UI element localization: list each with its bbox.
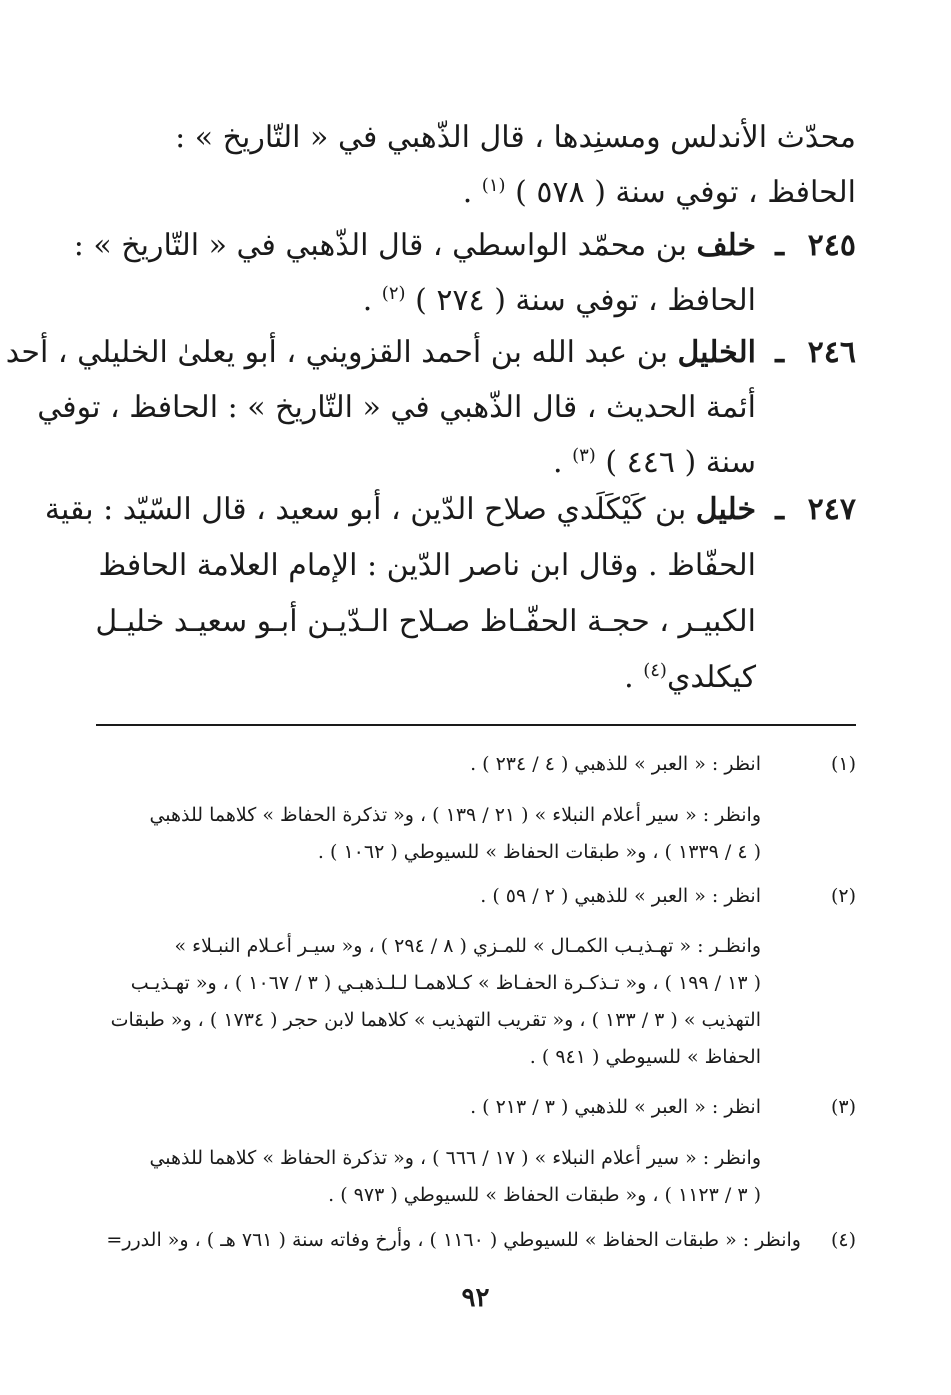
entry-body <box>73 218 756 328</box>
footnote-ref[interactable]: (١) <box>481 175 506 196</box>
footnote-line: وانظـر : « تهـذيـب الكمـال » للمـزي ( ٨ / ٢٩٤ ) ، و« سيـر أعـلام النبـلاء » <box>174 935 761 957</box>
entry-line: خليل بن كَيْكَلَدي صلاح الدّين ، أبو سعيد ، قال السّيّد : بقية <box>44 492 756 527</box>
footnote-line: ( ٣ / ١١٢٣ ) ، و« طبقات الحفاظ » للسيوطي ( ٩٧٣ ) . <box>328 1184 761 1206</box>
footnote-3 <box>106 1089 856 1126</box>
entry-line: الحافظ ، توفي سنة ( ٢٧٤ ) $^{(٢)}$ . <box>362 283 756 318</box>
footnote-text: انظر : « العبر » للذهبي ( ٤ / ٢٣٤ ) . <box>470 753 761 775</box>
entry-line: كيكلدي$^{(٤)}$ . <box>624 660 756 695</box>
entry-dash: ـ <box>775 228 784 263</box>
footnote-divider <box>96 724 856 726</box>
entry-line: الحافظ ، توفي سنة ( ٥٧٨ ) $^{(١)}$ . <box>462 175 856 210</box>
footnote-text: انظر : « العبر » للذهبي ( ٣ / ٢١٣ ) . <box>470 1096 761 1118</box>
entry-line: سنة ( ٤٤٦ ) $^{(٣)}$ . <box>553 445 756 480</box>
entry-line: الكبيـر ، حجـة الحفّـاظ صـلاح الـدّيـن أبـو سعيـد خليـل <box>95 604 756 639</box>
entry-number: ٢٤٦ <box>807 335 856 370</box>
entry-line: الخليل بن عبد الله بن أحمد القزويني ، أبو يعلىٰ الخليلي ، أحد <box>5 335 756 370</box>
entry-line: خلف بن محمّد الواسطي ، قال الذّهبي في « التّاريخ » : <box>73 228 756 263</box>
footnote-line: وانظر : « سير أعلام النبلاء » ( ١٧ / ٦٦٦ ) ، و« تذكرة الحفاظ » كلاهما للذهبي <box>149 1147 761 1169</box>
entry-dash: ـ <box>775 492 784 527</box>
entry-number: ٢٤٥ <box>807 228 856 263</box>
person-name: خليل <box>695 492 756 527</box>
footnote-mark: (٤) <box>830 1229 856 1251</box>
entry-dash: ـ <box>775 335 784 370</box>
entry-line: الحفّاظ . وقال ابن ناصر الدّين : الإمام العلامة الحافظ <box>98 548 756 583</box>
entry-body <box>44 482 756 706</box>
footnote-line: ( ١٣ / ١٩٩ ) ، و« تـذكـرة الحفـاظ » كـلاهمـا لـلـذهبـي ( ٣ / ١٠٦٧ ) ، و« تهـذيـب <box>130 972 761 994</box>
entry-body <box>5 325 756 490</box>
footnote-line: وانظر : « سير أعلام النبلاء » ( ٢١ / ١٣٩ ) ، و« تذكرة الحفاظ » كلاهما للذهبي <box>149 804 761 826</box>
footnote-ref[interactable]: (٤) <box>643 660 667 681</box>
footnote-4 <box>106 1222 856 1259</box>
footnote-ref[interactable]: (٢) <box>381 283 406 304</box>
footnote-text: وانظر : « طبقات الحفاظ » للسيوطي ( ١١٦٠ ) ، وأرخ وفاته سنة ( ٧٦١ هـ ) ، و« الدرر= <box>106 1229 801 1251</box>
footnote-2-continuation <box>106 928 856 1076</box>
footnote-line: الحفاظ » للسيوطي ( ٩٤١ ) . <box>529 1046 761 1068</box>
entry-number: ٢٤٧ <box>807 492 856 527</box>
footnote-line: ( ٤ / ١٣٣٩ ) ، و« طبقات الحفاظ » للسيوطي ( ١٠٦٢ ) . <box>317 841 761 863</box>
footnote-ref[interactable]: (٣) <box>572 445 596 466</box>
footnote-line: التهذيب » ( ٣ / ١٣٣ ) ، و« تقريب التهذيب » كلاهما لابن حجر ( ١٧٣٤ ) ، و« طبقات <box>110 1009 761 1031</box>
footnote-1 <box>106 746 856 783</box>
footnote-1-continuation <box>106 797 856 871</box>
footnote-mark: (٢) <box>830 885 856 907</box>
footnote-2 <box>106 878 856 915</box>
footnote-3-continuation <box>106 1140 856 1214</box>
page-number: ٩٢ <box>461 1283 490 1313</box>
entry-line: أئمة الحديث ، قال الذّهبي في « التّاريخ » : الحافظ ، توفي <box>37 390 756 425</box>
footnote-mark: (٣) <box>830 1096 856 1118</box>
entry-line: محدّث الأندلس ومسنِدها ، قال الذّهبي في « التّاريخ » : <box>175 120 856 155</box>
person-name: خلف <box>696 228 756 263</box>
footnote-text: انظر : « العبر » للذهبي ( ٢ / ٥٩ ) . <box>480 885 761 907</box>
footnote-mark: (١) <box>830 753 856 775</box>
person-name: الخليل <box>677 335 756 370</box>
entry-continued <box>175 110 856 220</box>
